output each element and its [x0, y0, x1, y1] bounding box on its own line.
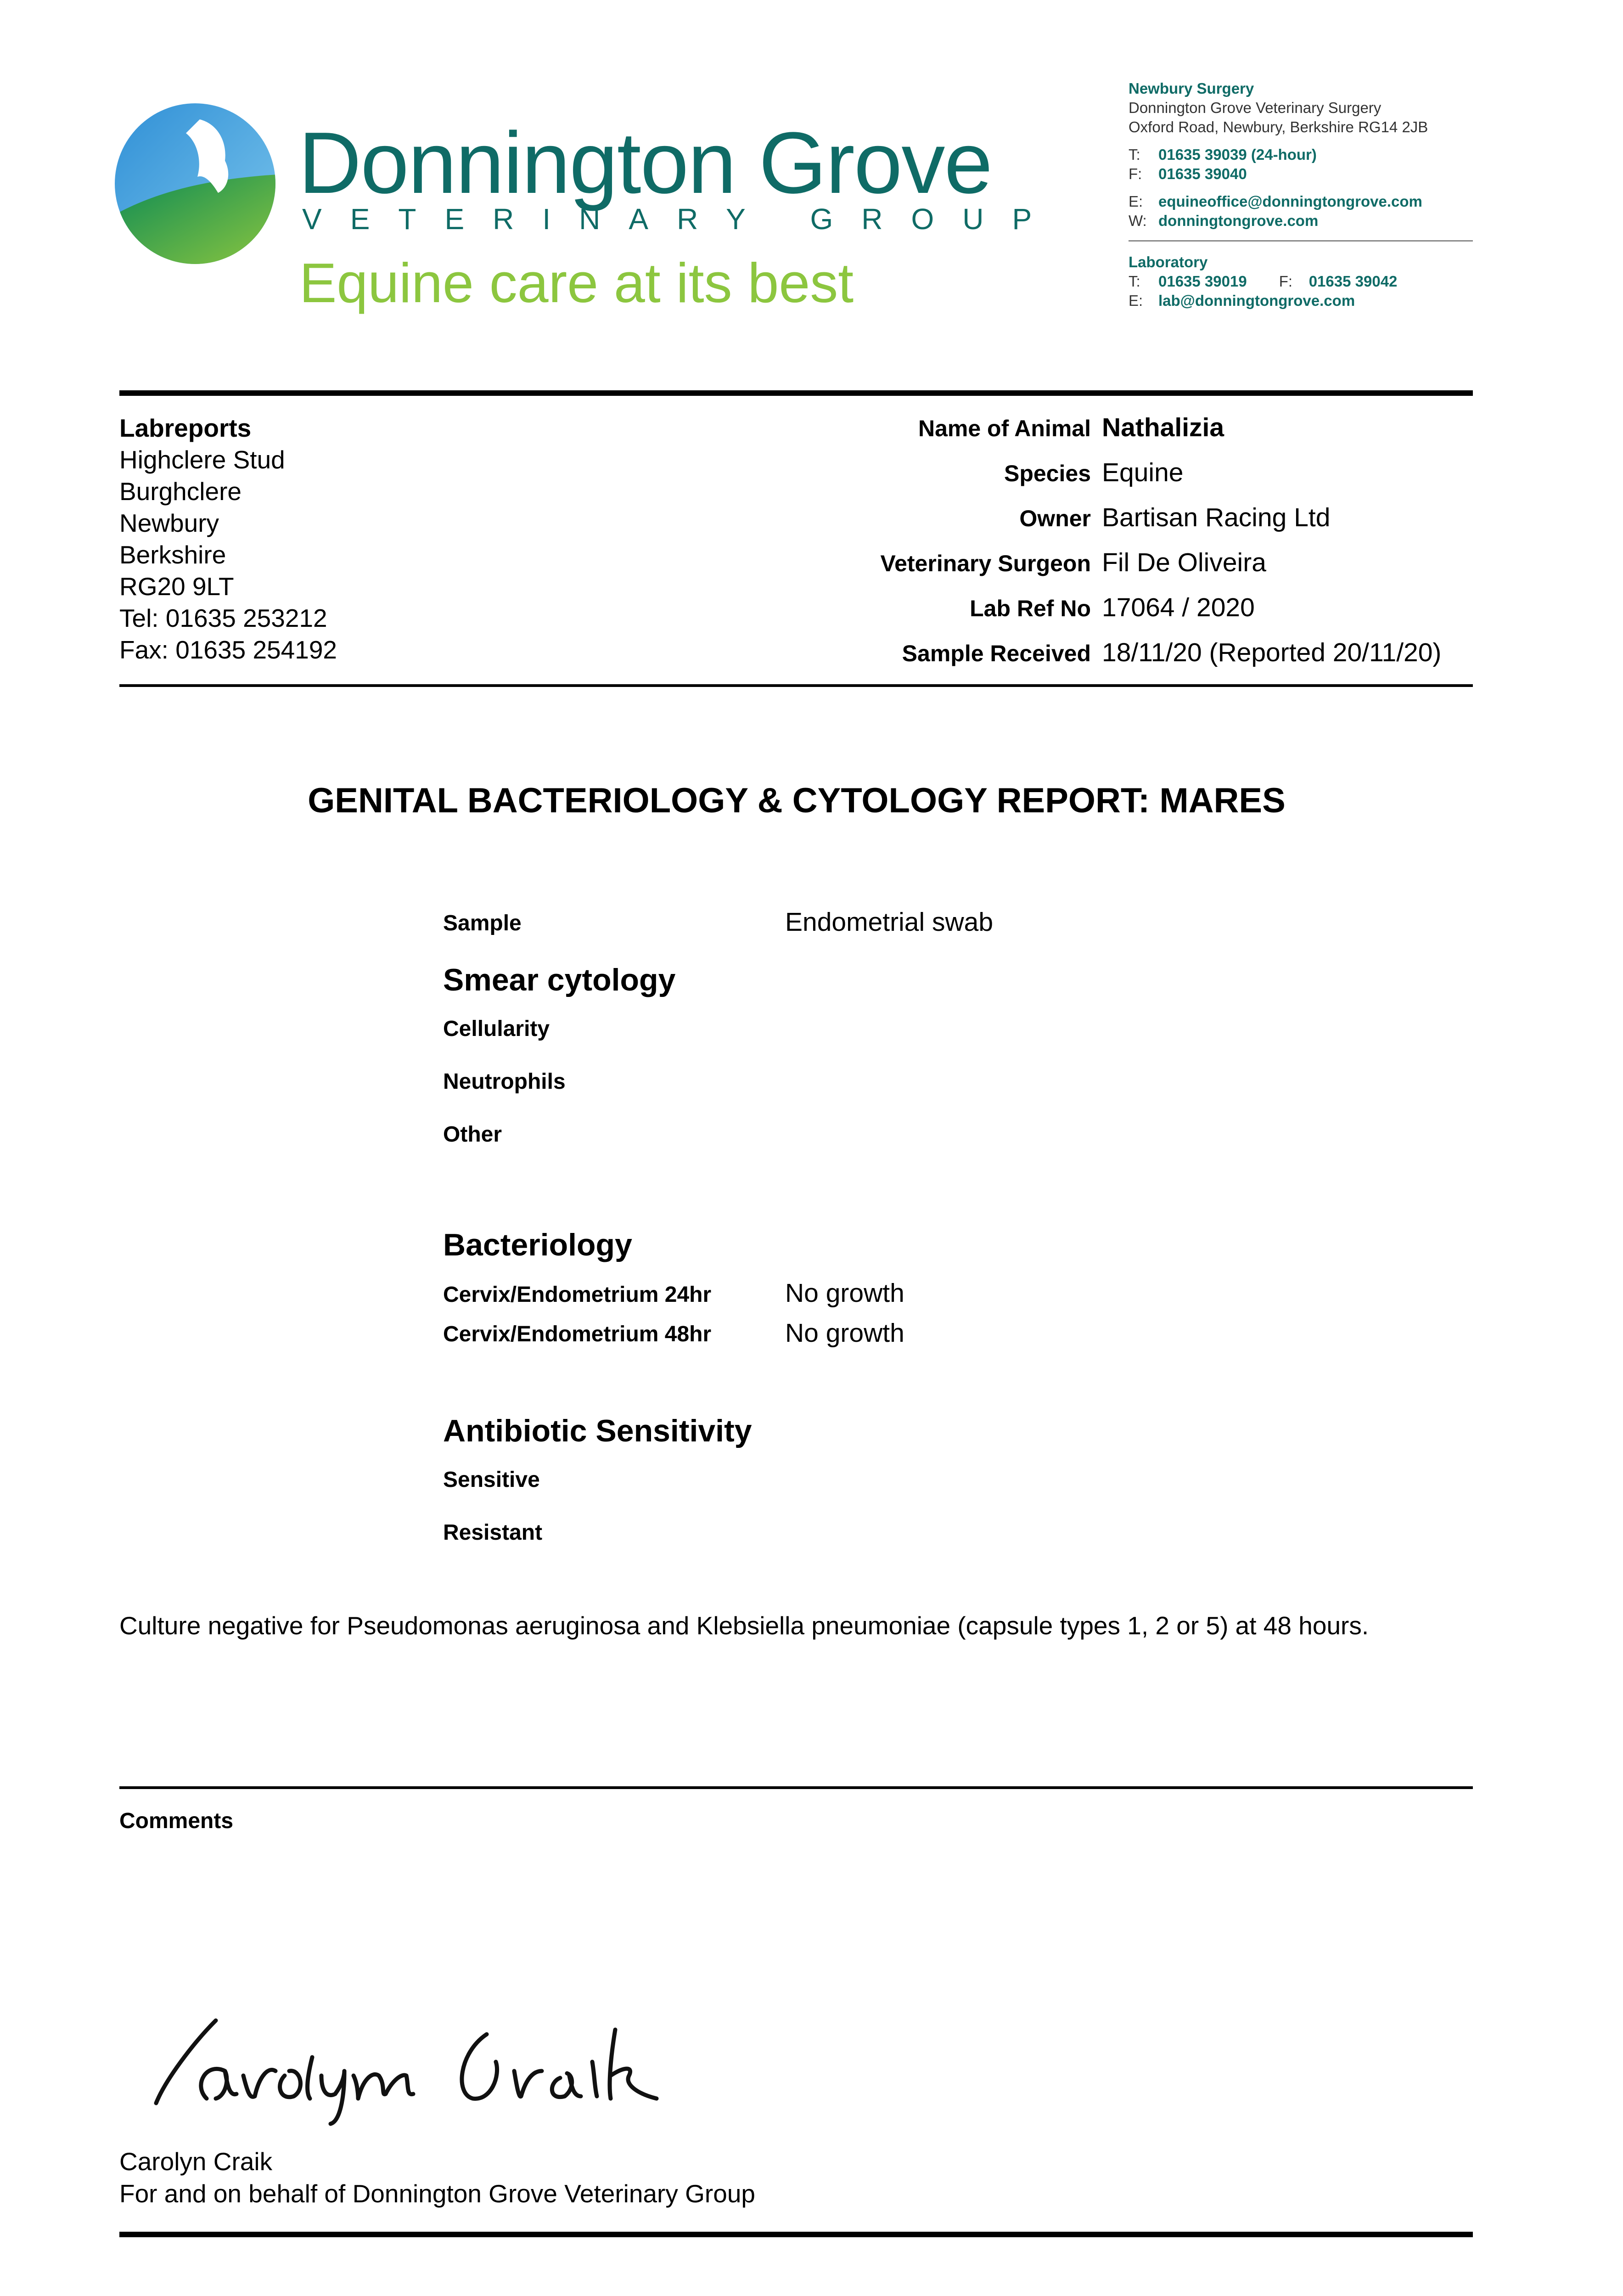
brand-name: Donnington Grove — [298, 114, 992, 212]
company-logo — [112, 101, 278, 266]
lab-ref-value: 17064 / 2020 — [1102, 593, 1255, 622]
animal-name: Nathalizia — [1102, 413, 1224, 442]
other-label: Other — [443, 1122, 502, 1147]
lab-email-link[interactable]: lab@donningtongrove.com — [1158, 292, 1355, 309]
signatory-name: Carolyn Craik — [119, 2147, 273, 2176]
surgery-fax: 01635 39040 — [1158, 165, 1247, 182]
bacteriology-24hr-value: No growth — [785, 1278, 904, 1308]
animal-details — [781, 412, 1473, 682]
sample-label: Sample — [443, 911, 522, 935]
comments-rule — [119, 1786, 1473, 1789]
lab-tel[interactable]: 01635 39019 — [1158, 273, 1247, 290]
detail-label: Name of Animal — [918, 416, 1091, 441]
sample-received-value: 18/11/20 (Reported 20/11/20) — [1102, 638, 1442, 667]
owner-value: Bartisan Racing Ltd — [1102, 503, 1331, 532]
address-line: RG20 9LT — [119, 572, 234, 601]
detail-label: Veterinary Surgeon — [880, 551, 1091, 576]
surgery-web-link[interactable]: donningtongrove.com — [1158, 212, 1319, 229]
lab-fax-label: F: — [1279, 273, 1293, 290]
cellularity-label: Cellularity — [443, 1017, 550, 1041]
top-rule — [119, 390, 1473, 396]
surgery-contact — [1129, 79, 1428, 231]
details-rule — [119, 684, 1473, 687]
laboratory-heading: Laboratory — [1129, 253, 1208, 270]
surgery-tel[interactable]: 01635 39039 (24-hour) — [1158, 146, 1317, 163]
vet-surgeon-value: Fil De Oliveira — [1102, 548, 1266, 577]
contact-divider — [1129, 240, 1473, 242]
lab-email-label: E: — [1129, 292, 1143, 309]
brand-subtitle: VETERINARY GROUP — [302, 203, 1061, 236]
species-value: Equine — [1102, 458, 1184, 487]
bottom-rule — [119, 2232, 1473, 2237]
resistant-label: Resistant — [443, 1520, 543, 1545]
surgery-line1: Donnington Grove Veterinary Surgery — [1129, 99, 1382, 116]
address-line: Highclere Stud — [119, 445, 285, 474]
surgery-heading: Newbury Surgery — [1129, 80, 1254, 97]
antibiotic-sensitivity-heading: Antibiotic Sensitivity — [443, 1413, 752, 1448]
culture-note: Culture negative for Pseudomonas aeruginosa and Klebsiella pneumoniae (capsule types 1, 2 or 5) at 48 hours. — [119, 1611, 1369, 1640]
bacteriology-48hr-label: Cervix/Endometrium 48hr — [443, 1322, 712, 1346]
surgery-email-link[interactable]: equineoffice@donningtongrove.com — [1158, 193, 1422, 210]
comments-label: Comments — [119, 1809, 234, 1833]
laboratory-contact — [1129, 253, 1397, 310]
web-label: W: — [1129, 212, 1147, 229]
handwritten-signature — [138, 2007, 716, 2126]
detail-label: Species — [1004, 461, 1091, 486]
bacteriology-heading: Bacteriology — [443, 1227, 632, 1262]
address-fax: Fax: 01635 254192 — [119, 636, 337, 664]
detail-label: Lab Ref No — [970, 596, 1091, 621]
client-address — [119, 412, 337, 666]
detail-label: Owner — [1019, 506, 1091, 531]
report-title: GENITAL BACTERIOLOGY & CYTOLOGY REPORT: MARES — [308, 781, 1286, 820]
email-label: E: — [1129, 193, 1143, 210]
bacteriology-48hr-value: No growth — [785, 1318, 904, 1348]
surgery-line2: Oxford Road, Newbury, Berkshire RG14 2JB — [1129, 118, 1428, 135]
smear-cytology-heading: Smear cytology — [443, 962, 676, 997]
bacteriology-24hr-label: Cervix/Endometrium 24hr — [443, 1283, 712, 1307]
signatory-role: For and on behalf of Donnington Grove Veterinary Group — [119, 2179, 756, 2208]
fax-label: F: — [1129, 165, 1142, 182]
lab-tel-label: T: — [1129, 273, 1140, 290]
address-line: Newbury — [119, 509, 219, 537]
signatory — [119, 2145, 755, 2210]
tagline: Equine care at its best — [299, 252, 854, 314]
address-line: Berkshire — [119, 540, 226, 569]
tel-label: T: — [1129, 146, 1140, 163]
address-line: Burghclere — [119, 477, 241, 506]
client-name: Labreports — [119, 414, 252, 442]
detail-label: Sample Received — [902, 641, 1091, 666]
address-phone: Tel: 01635 253212 — [119, 604, 327, 632]
neutrophils-label: Neutrophils — [443, 1069, 566, 1094]
lab-fax: 01635 39042 — [1309, 273, 1398, 290]
sensitive-label: Sensitive — [443, 1468, 540, 1492]
sample-value: Endometrial swab — [785, 907, 994, 937]
